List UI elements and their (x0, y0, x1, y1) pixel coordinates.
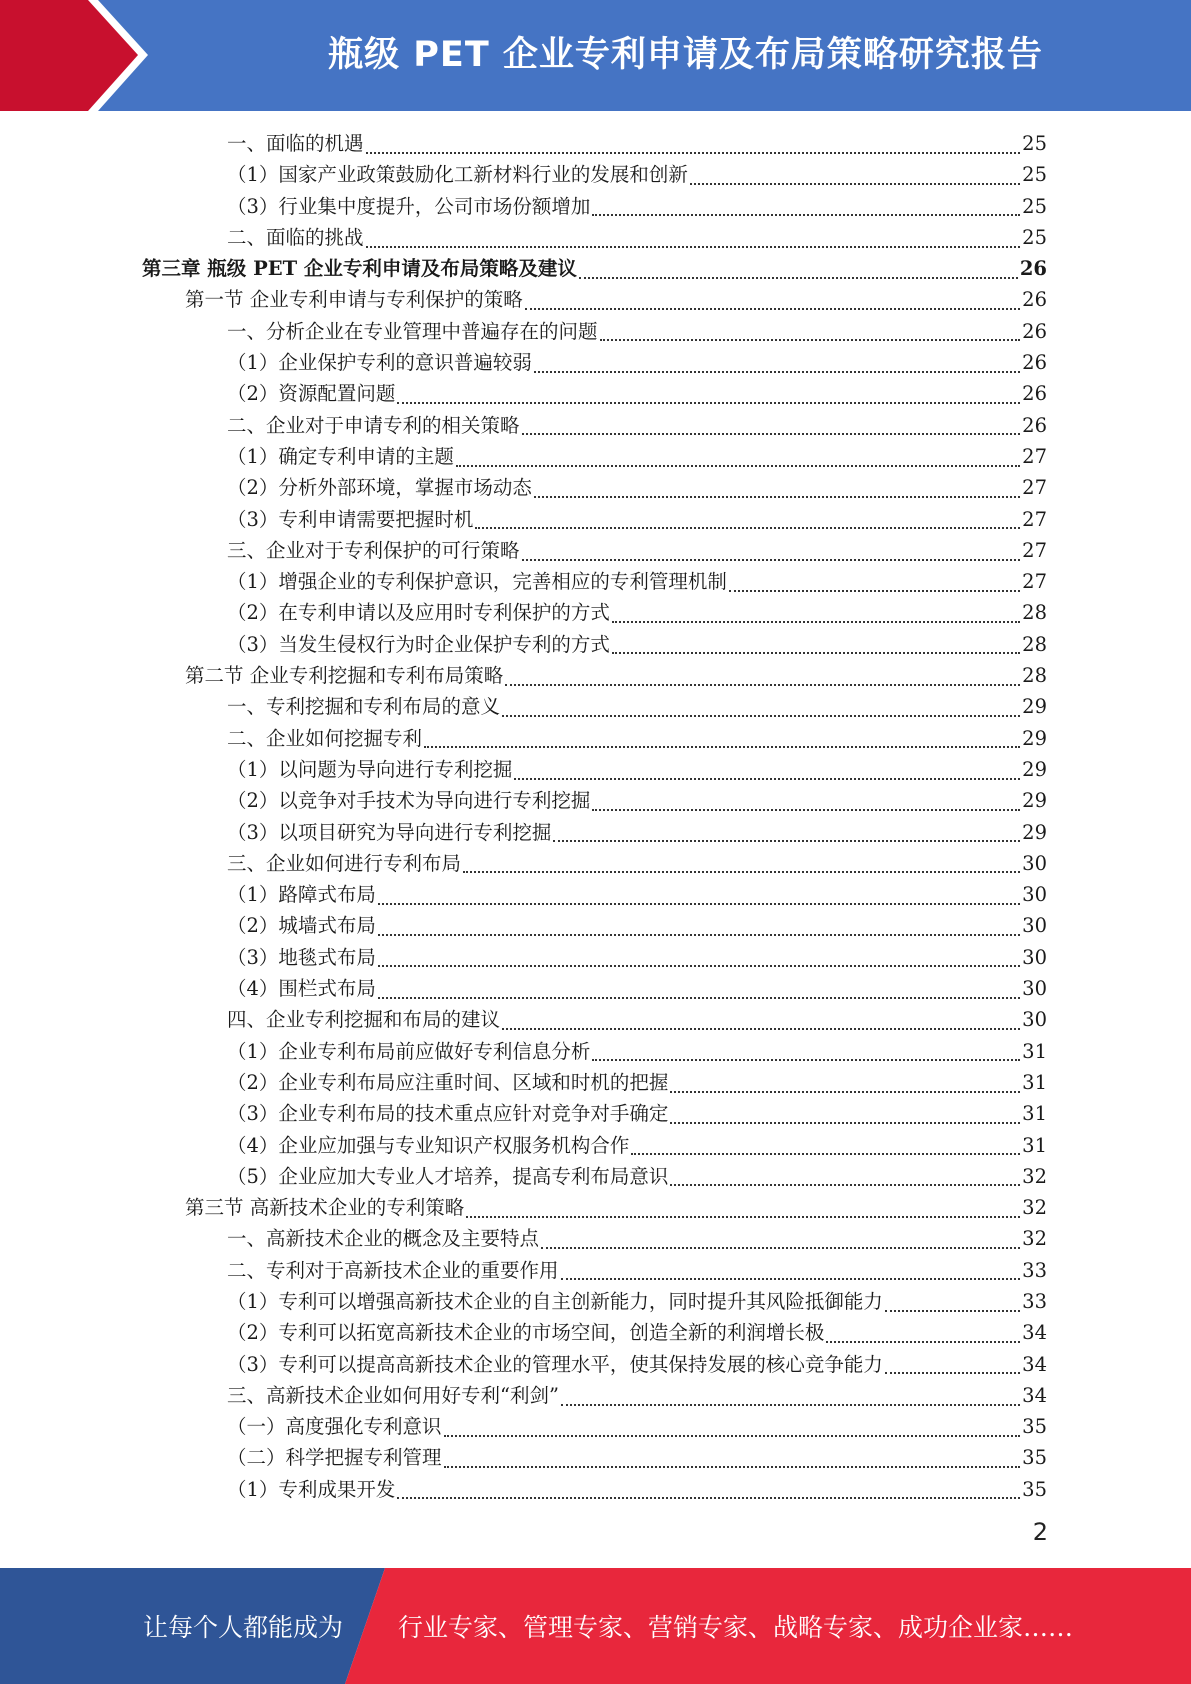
toc-entry[interactable] (0, 253, 1191, 284)
toc-entry[interactable] (0, 848, 1191, 879)
toc-dot-leader (690, 181, 1020, 185)
toc-entry-page: 30 (1022, 914, 1047, 938)
toc-entry[interactable] (0, 191, 1191, 222)
toc-dot-leader (366, 244, 1021, 248)
toc-entry[interactable] (0, 284, 1191, 315)
toc-entry-label: 一、高新技术企业的概念及主要特点 (227, 1227, 540, 1251)
toc-entry[interactable] (0, 222, 1191, 253)
toc-entry[interactable] (0, 817, 1191, 848)
toc-entry-label: （3）以项目研究为导向进行专利挖掘 (227, 820, 552, 844)
toc-entry-page: 26 (1022, 413, 1047, 437)
table-of-contents (0, 128, 1191, 1505)
toc-entry-page: 35 (1022, 1415, 1047, 1439)
toc-dot-leader (466, 1214, 1020, 1218)
toc-entry-label: （3）行业集中度提升，公司市场份额增加 (227, 194, 591, 218)
toc-entry-page: 29 (1022, 789, 1047, 813)
toc-entry-label: 四、企业专利挖掘和布局的建议 (227, 1008, 501, 1032)
toc-entry[interactable] (0, 1255, 1191, 1286)
toc-entry[interactable] (0, 441, 1191, 472)
toc-dot-leader (366, 150, 1021, 154)
toc-entry-label: （1）以问题为导向进行专利挖掘 (227, 757, 513, 781)
toc-entry-page: 31 (1022, 1102, 1047, 1126)
toc-entry-page: 29 (1022, 757, 1047, 781)
toc-entry-label: 第三章 瓶级 PET 企业专利申请及布局策略及建议 (142, 257, 577, 281)
toc-entry-page: 35 (1022, 1446, 1047, 1470)
footer-slogan-right: 行业专家、管理专家、营销专家、战略专家、成功企业家…… (398, 1613, 1074, 1642)
toc-entry-page: 30 (1022, 977, 1047, 1001)
toc-entry-page: 29 (1022, 726, 1047, 750)
toc-dot-leader (522, 557, 1021, 561)
toc-entry-label: 三、企业如何进行专利布局 (227, 851, 462, 875)
toc-entry-label: 二、企业如何挖掘专利 (227, 726, 423, 750)
toc-entry-page: 32 (1022, 1164, 1047, 1188)
toc-dot-leader (553, 838, 1020, 842)
toc-entry-page: 26 (1022, 319, 1047, 343)
toc-entry-page: 35 (1022, 1477, 1047, 1501)
toc-entry-label: 二、面临的挑战 (227, 225, 364, 249)
toc-entry[interactable] (0, 535, 1191, 566)
toc-dot-leader (885, 1308, 1020, 1312)
toc-entry[interactable] (0, 1411, 1191, 1442)
toc-entry-label: （1）企业保护专利的意识普遍较弱 (227, 351, 532, 375)
toc-entry-page: 26 (1022, 382, 1047, 406)
toc-entry[interactable] (0, 1380, 1191, 1411)
toc-entry-label: （1）增强企业的专利保护意识，完善相应的专利管理机制 (227, 570, 727, 594)
toc-dot-leader (534, 494, 1020, 498)
toc-dot-leader (826, 1339, 1020, 1343)
toc-entry-label: 第二节 企业专利挖掘和专利布局策略 (185, 664, 504, 688)
toc-dot-leader (885, 1370, 1020, 1374)
toc-dot-leader (561, 1402, 1020, 1406)
toc-entry-label: （3）地毯式布局 (227, 945, 376, 969)
toc-entry-page: 27 (1022, 570, 1047, 594)
toc-entry[interactable] (0, 660, 1191, 691)
toc-entry-page: 34 (1022, 1352, 1047, 1376)
toc-entry[interactable] (0, 566, 1191, 597)
toc-entry-page: 25 (1022, 194, 1047, 218)
toc-entry[interactable] (0, 973, 1191, 1004)
toc-dot-leader (600, 337, 1021, 341)
footer-slogan-left: 让每个人都能成为 (143, 1613, 344, 1642)
toc-dot-leader (579, 275, 1018, 279)
toc-entry-page: 33 (1022, 1258, 1047, 1282)
toc-entry-page: 34 (1022, 1321, 1047, 1345)
toc-entry[interactable] (0, 128, 1191, 159)
toc-dot-leader (729, 588, 1020, 592)
toc-entry-label: 一、面临的机遇 (227, 132, 364, 155)
toc-dot-leader (592, 1057, 1020, 1061)
toc-dot-leader (397, 400, 1020, 404)
toc-entry[interactable] (0, 942, 1191, 973)
toc-dot-leader (397, 1495, 1020, 1499)
toc-dot-leader (592, 212, 1020, 216)
page-number: 2 (1032, 1518, 1048, 1546)
toc-entry-page: 26 (1022, 351, 1047, 375)
toc-entry-label: 二、企业对于申请专利的相关策略 (227, 413, 520, 437)
toc-entry[interactable] (0, 629, 1191, 660)
toc-entry[interactable] (0, 159, 1191, 190)
toc-dot-leader (612, 619, 1020, 623)
toc-entry-page: 30 (1022, 851, 1047, 875)
toc-entry-page: 27 (1022, 507, 1047, 531)
toc-entry-label: （2）在专利申请以及应用时专利保护的方式 (227, 601, 610, 625)
toc-entry[interactable] (0, 1474, 1191, 1505)
toc-dot-leader (514, 776, 1020, 780)
toc-dot-leader (534, 369, 1020, 373)
toc-entry-label: （1）路障式布局 (227, 883, 376, 907)
toc-entry-label: （4）围栏式布局 (227, 977, 376, 1001)
toc-dot-leader (670, 1182, 1020, 1186)
toc-entry[interactable] (0, 378, 1191, 409)
page-header (0, 0, 1191, 111)
toc-entry[interactable] (0, 472, 1191, 503)
toc-entry[interactable] (0, 1036, 1191, 1067)
toc-entry[interactable] (0, 1349, 1191, 1380)
toc-entry-label: （1）国家产业政策鼓励化工新材料行业的发展和创新 (227, 163, 688, 187)
toc-entry-label: （3）企业专利布局的技术重点应针对竞争对手确定 (227, 1102, 669, 1126)
toc-entry-label: （2）资源配置问题 (227, 382, 396, 406)
toc-dot-leader (378, 932, 1020, 936)
toc-entry-label: （二）科学把握专利管理 (227, 1446, 442, 1470)
toc-entry-page: 29 (1022, 695, 1047, 719)
toc-entry-label: （5）企业应加大专业人才培养，提高专利布局意识 (227, 1164, 669, 1188)
toc-entry-label: （2）城墙式布局 (227, 914, 376, 938)
toc-entry-page: 33 (1022, 1289, 1047, 1313)
toc-entry-page: 32 (1022, 1227, 1047, 1251)
toc-entry-page: 30 (1022, 883, 1047, 907)
toc-entry[interactable] (0, 910, 1191, 941)
toc-entry-page: 31 (1022, 1133, 1047, 1157)
toc-entry-label: （2）分析外部环境，掌握市场动态 (227, 476, 532, 500)
toc-entry-label: 三、高新技术企业如何用好专利“利剑” (227, 1383, 559, 1407)
toc-entry[interactable] (0, 723, 1191, 754)
toc-entry[interactable] (0, 1317, 1191, 1348)
toc-entry-page: 28 (1022, 632, 1047, 656)
toc-entry-page: 27 (1022, 538, 1047, 562)
toc-entry-page: 26 (1022, 288, 1047, 312)
report-title: 瓶级 PET 企业专利申请及布局策略研究报告 (328, 35, 1043, 75)
toc-dot-leader (670, 1120, 1020, 1124)
toc-entry[interactable] (0, 410, 1191, 441)
toc-entry[interactable] (0, 691, 1191, 722)
toc-entry-page: 30 (1022, 1008, 1047, 1032)
toc-dot-leader (541, 1245, 1020, 1249)
toc-entry-label: （2）专利可以拓宽高新技术企业的市场空间，创造全新的利润增长极 (227, 1321, 825, 1345)
toc-dot-leader (456, 463, 1020, 467)
toc-entry-page: 25 (1022, 132, 1047, 155)
toc-entry-label: （4）企业应加强与专业知识产权服务机构合作 (227, 1133, 630, 1157)
toc-entry-page: 29 (1022, 820, 1047, 844)
toc-entry[interactable] (0, 1098, 1191, 1129)
toc-dot-leader (444, 1464, 1021, 1468)
toc-entry-label: （2）企业专利布局应注重时间、区域和时机的把握 (227, 1070, 669, 1094)
toc-dot-leader (670, 1089, 1020, 1093)
toc-entry-label: 第三节 高新技术企业的专利策略 (185, 1196, 465, 1220)
toc-dot-leader (502, 1026, 1020, 1030)
toc-dot-leader (475, 525, 1020, 529)
toc-entry[interactable] (0, 1004, 1191, 1035)
toc-entry-page: 26 (1019, 257, 1047, 281)
toc-entry-label: 第一节 企业专利申请与专利保护的策略 (185, 288, 523, 312)
toc-entry[interactable] (0, 1161, 1191, 1192)
toc-entry-label: （1）专利成果开发 (227, 1477, 396, 1501)
toc-entry-page: 30 (1022, 945, 1047, 969)
toc-dot-leader (378, 963, 1020, 967)
toc-dot-leader (631, 1151, 1020, 1155)
toc-entry-label: （3）当发生侵权行为时企业保护专利的方式 (227, 632, 610, 656)
toc-entry[interactable] (0, 347, 1191, 378)
toc-entry[interactable] (0, 1442, 1191, 1473)
toc-entry-label: （3）专利申请需要把握时机 (227, 507, 474, 531)
toc-entry-page: 28 (1022, 601, 1047, 625)
toc-entry-page: 25 (1022, 163, 1047, 187)
toc-entry-label: 二、专利对于高新技术企业的重要作用 (227, 1258, 559, 1282)
toc-dot-leader (444, 1433, 1021, 1437)
toc-dot-leader (505, 682, 1020, 686)
toc-entry-page: 34 (1022, 1383, 1047, 1407)
toc-entry-page: 25 (1022, 225, 1047, 249)
toc-entry[interactable] (0, 1223, 1191, 1254)
toc-entry[interactable] (0, 879, 1191, 910)
toc-dot-leader (612, 650, 1020, 654)
toc-entry-label: （1）专利可以增强高新技术企业的自主创新能力，同时提升其风险抵御能力 (227, 1289, 883, 1313)
toc-entry-page: 28 (1022, 664, 1047, 688)
toc-dot-leader (592, 807, 1020, 811)
toc-entry-label: （3）专利可以提高高新技术企业的管理水平，使其保持发展的核心竞争能力 (227, 1352, 883, 1376)
toc-entry[interactable] (0, 1286, 1191, 1317)
toc-dot-leader (378, 901, 1020, 905)
toc-dot-leader (522, 431, 1021, 435)
toc-entry[interactable] (0, 316, 1191, 347)
toc-entry[interactable] (0, 1192, 1191, 1223)
toc-entry-label: （一）高度强化专利意识 (227, 1415, 442, 1439)
toc-entry-page: 31 (1022, 1070, 1047, 1094)
toc-entry-label: （2）以竞争对手技术为导向进行专利挖掘 (227, 789, 591, 813)
toc-dot-leader (525, 306, 1020, 310)
toc-entry-label: 一、专利挖掘和专利布局的意义 (227, 695, 501, 719)
toc-dot-leader (463, 869, 1020, 873)
toc-dot-leader (502, 713, 1020, 717)
toc-entry[interactable] (0, 754, 1191, 785)
toc-dot-leader (378, 995, 1020, 999)
toc-entry[interactable] (0, 1067, 1191, 1098)
toc-entry-page: 27 (1022, 444, 1047, 468)
toc-dot-leader (424, 744, 1020, 748)
toc-entry-label: 一、分析企业在专业管理中普遍存在的问题 (227, 319, 598, 343)
toc-entry[interactable] (0, 504, 1191, 535)
page-footer (0, 1568, 1191, 1684)
toc-entry[interactable] (0, 597, 1191, 628)
toc-entry-page: 32 (1022, 1196, 1047, 1220)
toc-entry[interactable] (0, 1130, 1191, 1161)
toc-entry-label: （1）确定专利申请的主题 (227, 444, 454, 468)
toc-dot-leader (561, 1276, 1021, 1280)
toc-entry[interactable] (0, 785, 1191, 816)
toc-entry-label: 三、企业对于专利保护的可行策略 (227, 538, 520, 562)
toc-entry-page: 31 (1022, 1039, 1047, 1063)
toc-entry-page: 27 (1022, 476, 1047, 500)
toc-entry-label: （1）企业专利布局前应做好专利信息分析 (227, 1039, 591, 1063)
